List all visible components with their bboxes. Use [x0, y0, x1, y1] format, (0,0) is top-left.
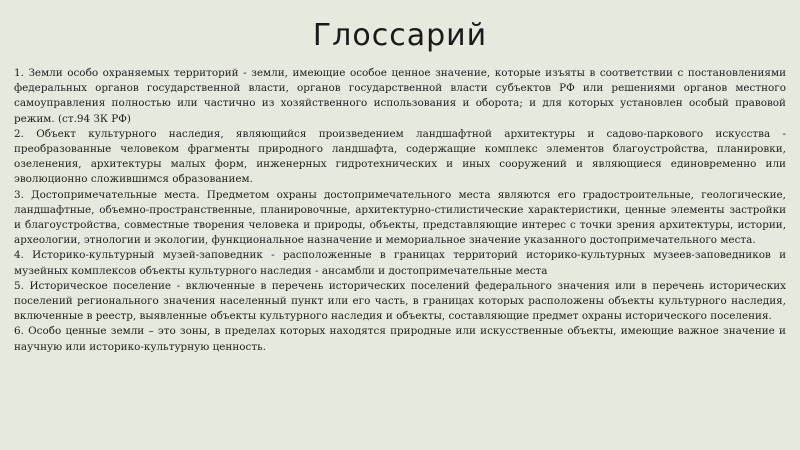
- slide-title: Глоссарий: [312, 18, 488, 53]
- glossary-body: [14, 66, 786, 355]
- glossary-entry-5: 5. Историческое поселение - включенные в перечень исторических поселений федерального значения или в перечень исторических поселений регионального значения населенный пункт или его часть, в границах которых расположены объекты культурного наследия, включенные в реестр, выявленные объекты культурного наследия и объекты, составляющие предмет охраны исторического поселения.: [14, 279, 786, 323]
- glossary-entry-3: 3. Достопримечательные места. Предметом охраны достопримечательного места являются его градостроительные, геологические, ландшафтные, объемно-пространственные, планировочные, архитектурно-стилистические характеристики, ценные элементы застройки и благоустройства, совместные творения человека и природы, объекты, представляющие интерес с точки зрения архитектуры, истории, археологии, этнологии и экологии, функциональное назначение и мемориальное значение указанного достопримечательного места.: [14, 188, 786, 247]
- glossary-entry-1: 1. Земли особо охраняемых территорий - земли, имеющие особое ценное значение, которые изъяты в соответствии с постановлениями федеральных органов государственной власти, органов государственной власти субъектов РФ или решениями органов местного самоуправления полностью или частично из хозяйственного использования и оборота; и для которых установлен особый правовой режим. (ст.94 ЗК РФ): [14, 67, 786, 125]
- glossary-entry-6: 6. Особо ценные земли – это зоны, в пределах которых находятся природные или искусственные объекты, имеющие важное значение и научную или историко-культурную ценность.: [14, 325, 786, 353]
- glossary-entry-4: 4. Историко-культурный музей-заповедник - расположенные в границах территорий историко-культурных музеев-заповедников и музейных комплексов объекты культурного наследия - ансамбли и достопримечательные места: [14, 249, 786, 277]
- glossary-entry-2: 2. Объект культурного наследия, являющийся произведением ландшафтной архитектуры и садово-паркового искусства - преобразованные человеком фрагменты природного ландшафта, содержащие комплекс элементов благоустройства, планировки, озеленения, архитектуры малых форм, инженерных гидротехнических и иных сооружений и являющиеся единовременно или эволюционно сложившимся образованием.: [14, 127, 786, 186]
